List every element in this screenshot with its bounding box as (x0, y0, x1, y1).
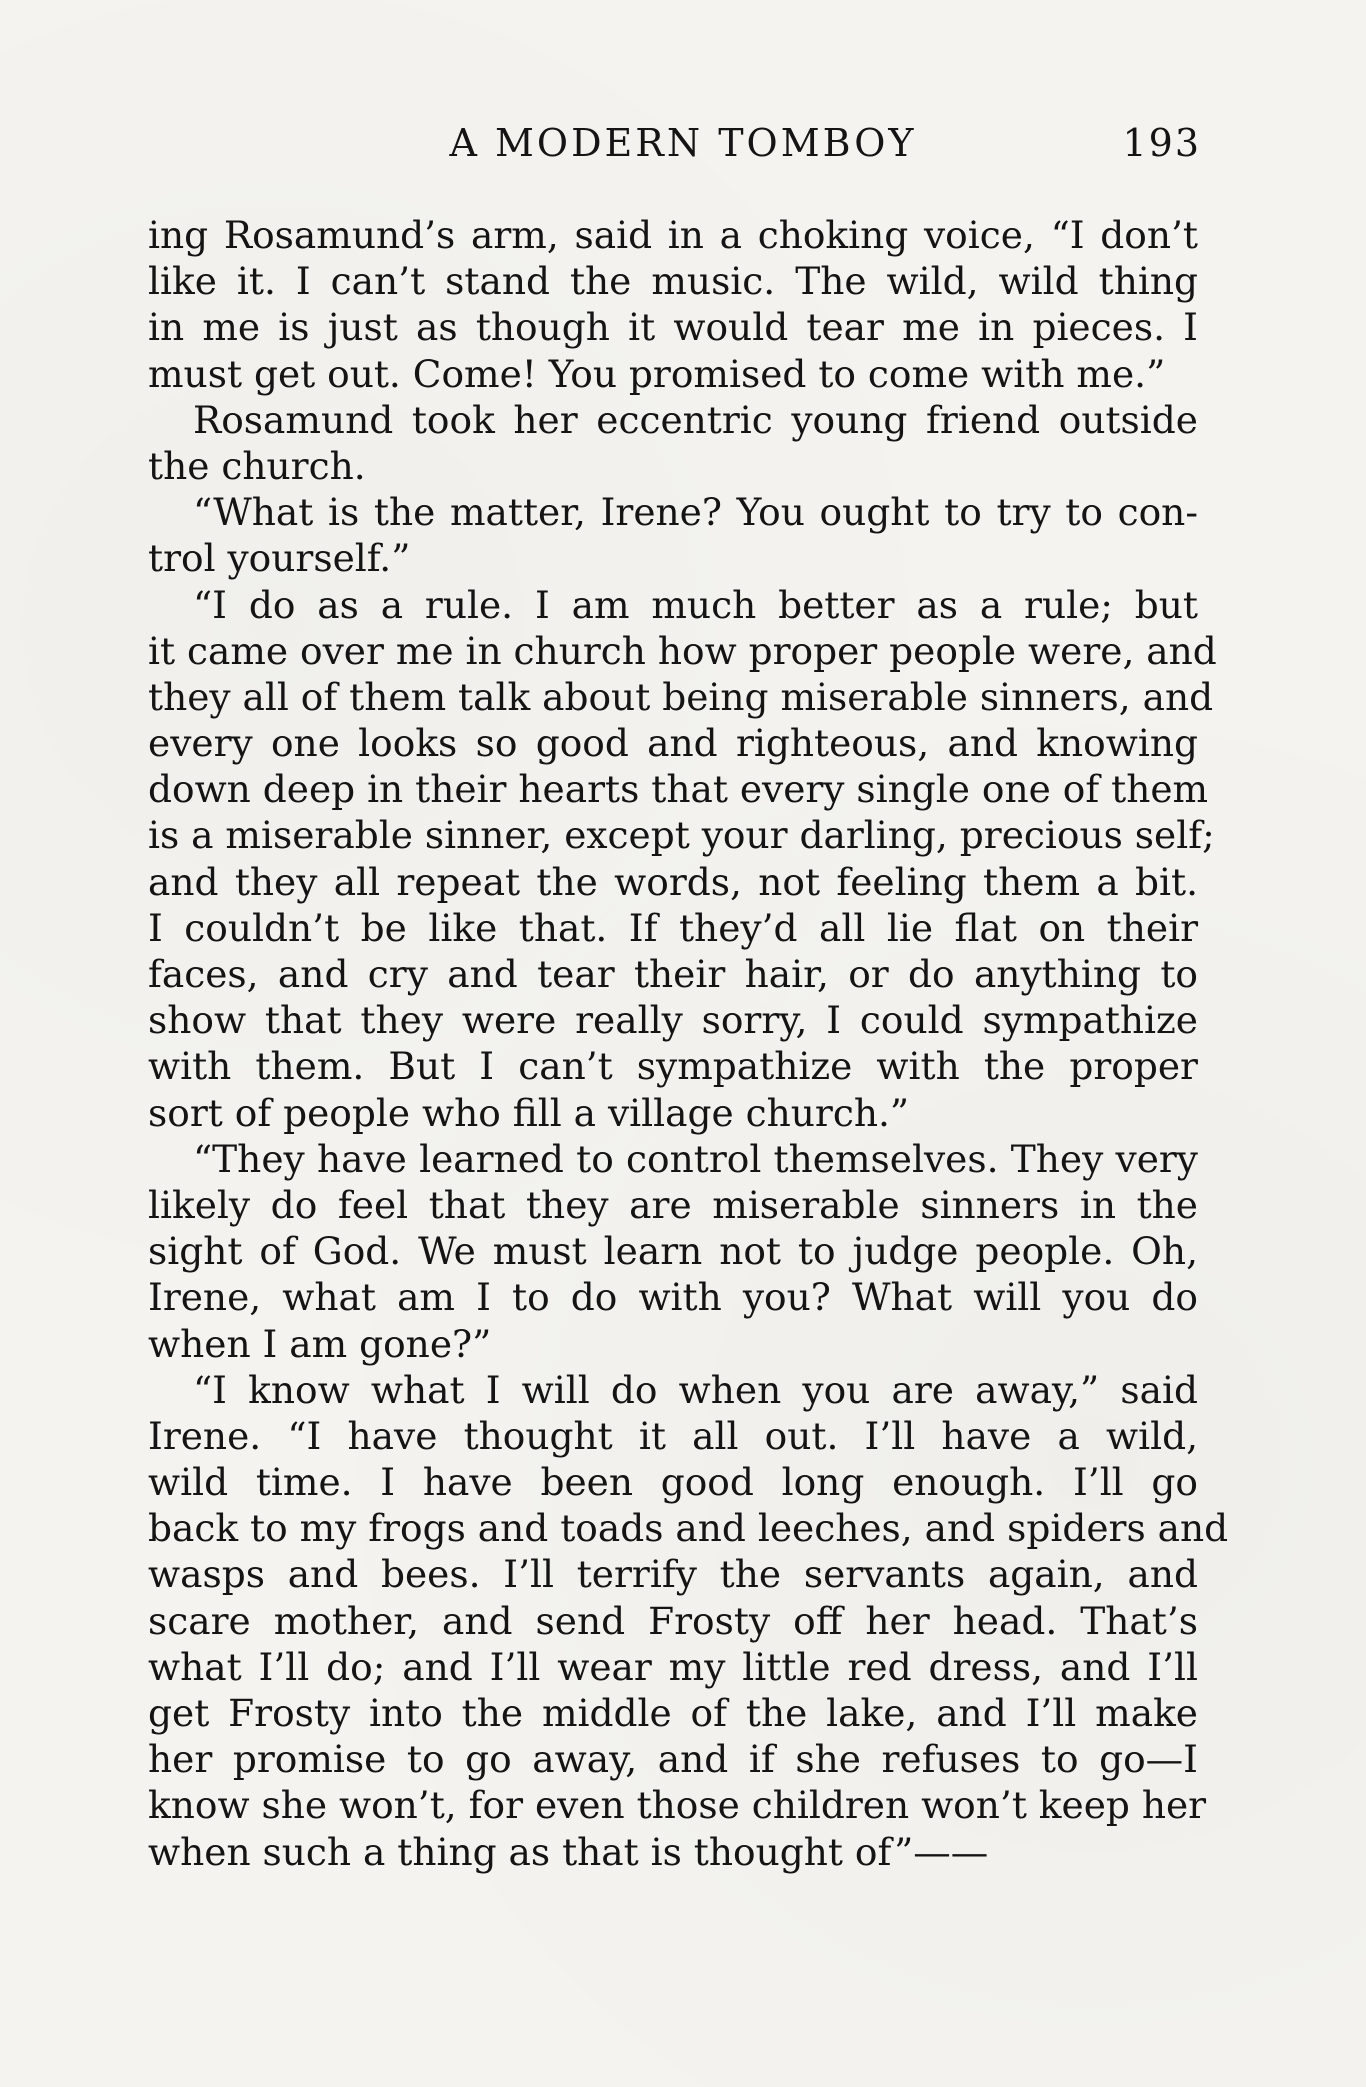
text-line: Irene. “I have thought it all out. I’ll have a wild, (148, 1413, 1198, 1458)
page-number: 193 (1122, 121, 1201, 165)
running-head (0, 118, 1366, 168)
text-line: I couldn’t be like that. If they’d all lie flat on their (148, 905, 1198, 950)
text-line: when I am gone?” (148, 1321, 492, 1366)
text-line: the church. (148, 443, 366, 488)
text-line: with them. But I can’t sympathize with the proper (148, 1044, 1198, 1089)
text-line: when such a thing as that is thought of”—— (148, 1829, 989, 1874)
text-line: must get out. Come! You promised to come with me.” (148, 351, 1166, 396)
text-line: scare mother, and send Frosty off her head. That’s (148, 1598, 1198, 1643)
text-line: sight of God. We must learn not to judge people. Oh, (148, 1229, 1198, 1274)
text-line: every one looks so good and righteous, and knowing (148, 721, 1198, 766)
text-line: her promise to go away, and if she refuses to go—I (148, 1737, 1198, 1782)
text-line: in me is just as though it would tear me in pieces. I (148, 305, 1198, 350)
text-line: and they all repeat the words, not feeling them a bit. (148, 859, 1198, 904)
text-line: know she won’t, for even those children won’t keep her (148, 1783, 1207, 1828)
text-line: ing Rosamund’s arm, said in a choking voice, “I don’t (148, 213, 1198, 257)
text-line: wasps and bees. I’ll terrify the servants again, and (148, 1552, 1198, 1597)
text-line: like it. I can’t stand the music. The wild, wild thing (148, 259, 1198, 304)
text-line: trol yourself.” (148, 536, 411, 581)
text-line: back to my frogs and toads and leeches, and spiders and (148, 1506, 1229, 1551)
text-line: show that they were really sorry, I could sympathize (148, 998, 1198, 1043)
running-title: A MODERN TOMBOY (449, 121, 917, 165)
text-line: they all of them talk about being miserable sinners, and (148, 674, 1214, 719)
text-line: likely do feel that they are miserable sinners in the (148, 1182, 1198, 1227)
text-line: what I’ll do; and I’ll wear my little red dress, and I’ll (148, 1644, 1198, 1689)
text-line: faces, and cry and tear their hair, or do anything to (148, 952, 1198, 996)
text-line: down deep in their hearts that every single one of them (148, 767, 1209, 812)
text-line: get Frosty into the middle of the lake, and I’ll make (148, 1691, 1198, 1735)
body-text (148, 212, 1229, 1875)
text-line: “They have learned to control themselves. They very (193, 1136, 1198, 1181)
text-line: Irene, what am I to do with you? What will you do (148, 1275, 1198, 1320)
text-line: is a miserable sinner, except your darling, precious self; (148, 813, 1215, 858)
text-line: Rosamund took her eccentric young friend outside (193, 397, 1198, 442)
text-line: it came over me in church how proper people were, and (148, 628, 1217, 673)
text-line: sort of people who fill a village church.” (148, 1090, 910, 1135)
text-line: “I know what I will do when you are away,” said (193, 1367, 1198, 1412)
text-line: “I do as a rule. I am much better as a rule; but (193, 582, 1198, 627)
text-line: wild time. I have been good long enough. I’ll go (148, 1460, 1198, 1505)
text-line: “What is the matter, Irene? You ought to try to con- (193, 490, 1198, 535)
